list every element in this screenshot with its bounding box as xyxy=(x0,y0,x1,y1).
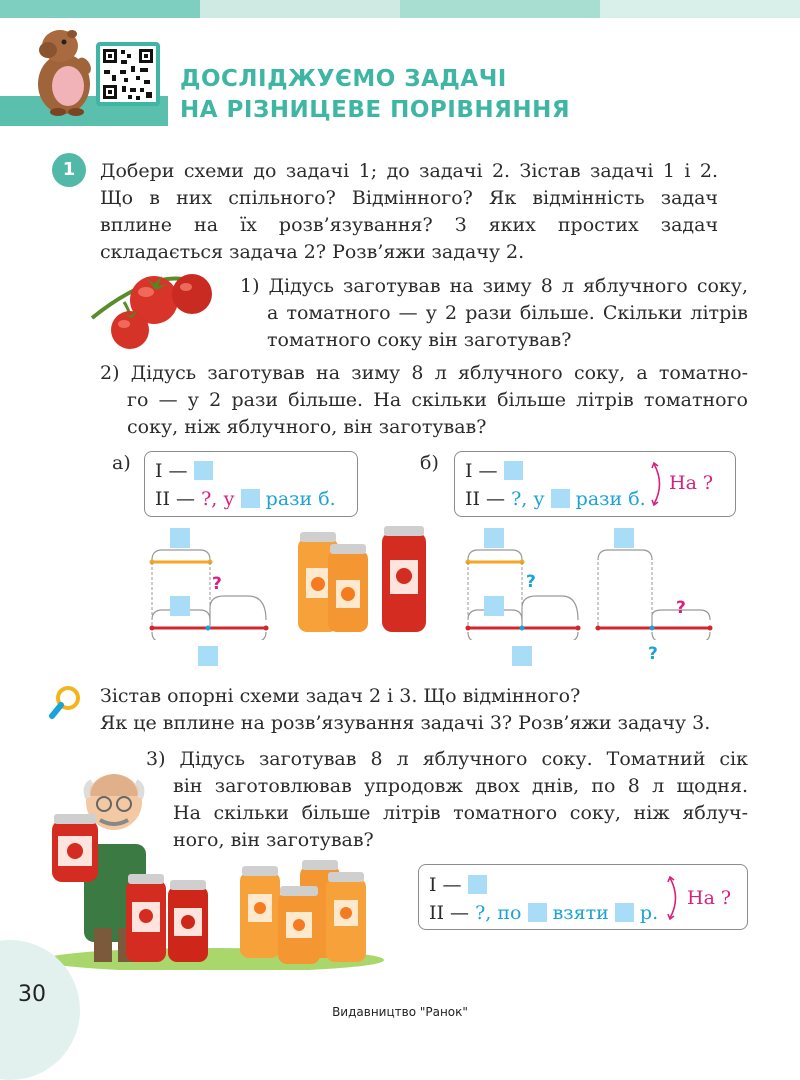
problem1-line-2: а томатного — у 2 рази більше. Скільки літрів xyxy=(267,302,748,324)
problem2-line-1: 2) Дідусь заготував на зиму 8 л яблучного соку, а томатно- xyxy=(100,362,748,384)
problem1-text xyxy=(240,273,748,354)
tomatoes-image xyxy=(84,262,218,350)
capybara-mascot xyxy=(28,24,100,116)
problem2-line-2: го — у 2 рази більше. На скільки більше літрів томатного xyxy=(127,389,748,411)
heading-line-1: ДОСЛІДЖУЄМО ЗАДАЧІ xyxy=(180,66,507,92)
scheme-b-row2-q: ?, у xyxy=(511,488,545,510)
diagram-2-box-bottom[interactable] xyxy=(512,646,532,666)
scheme-3-box xyxy=(418,864,748,930)
scheme-3-brace-text: На ? xyxy=(687,887,732,909)
scheme-3-row2-suffix: р. xyxy=(639,902,659,924)
problem3-line-2: він заготовлював упродовж двох днів, по 8 л щодня. xyxy=(173,775,748,797)
segment-diagram-3 xyxy=(592,540,716,640)
scheme-a-row2-prefix: II — xyxy=(155,488,196,510)
task1-line-4: складається задача 2? Розв’яжи задачу 2. xyxy=(100,241,525,263)
scheme-b-label: б) xyxy=(420,452,439,474)
answer-box[interactable] xyxy=(615,903,634,922)
diagram-1-box-top[interactable] xyxy=(170,528,190,548)
answer-box[interactable] xyxy=(468,875,487,894)
task1-line-3: вплине на їх розв’язування? З яких простих задач xyxy=(100,214,718,236)
segment-diagram-2 xyxy=(460,540,590,640)
answer-box[interactable] xyxy=(241,489,260,508)
publisher-footer: Видавництво "Ранок" xyxy=(332,1005,468,1019)
diagram-2-box-top[interactable] xyxy=(484,528,504,548)
answer-box[interactable] xyxy=(194,461,213,480)
task1-text xyxy=(100,158,718,266)
diagram-1-question: ? xyxy=(212,574,222,594)
problem1-line-1: 1) Дідусь заготував на зиму 8 л яблучного соку, xyxy=(240,275,748,297)
diagram-2-question: ? xyxy=(526,572,536,592)
diagram-2-box-mid[interactable] xyxy=(484,596,504,616)
scheme-3-row2-mid: взяти xyxy=(552,902,609,924)
scheme-a-label: а) xyxy=(112,452,131,474)
compare-line-2: Як це вплине на розв’язування задачі 3? Розв’яжи задачу 3. xyxy=(100,712,711,734)
magnifier-icon xyxy=(48,684,84,720)
scheme-a-box xyxy=(144,451,358,517)
compare-text xyxy=(100,683,760,737)
problem3-line-1: 3) Дідусь заготував 8 л яблучного соку. Томатний сік xyxy=(146,748,748,770)
brace-arrow-icon xyxy=(667,874,683,922)
top-stripe-4 xyxy=(600,0,800,18)
answer-box[interactable] xyxy=(551,489,570,508)
scheme-b-brace-text: На ? xyxy=(669,472,714,494)
top-stripe-1 xyxy=(0,0,200,18)
problem2-text xyxy=(100,360,748,441)
brace-arrow-icon xyxy=(651,460,667,508)
scheme-b-row2-prefix: II — xyxy=(465,488,506,510)
heading-line-2: НА РІЗНИЦЕВЕ ПОРІВНЯННЯ xyxy=(180,97,571,123)
scheme-b-row1: I — xyxy=(465,460,498,482)
juice-jars-image xyxy=(294,524,434,636)
scheme-3-row2-q: ?, по xyxy=(475,902,522,924)
answer-box[interactable] xyxy=(504,461,523,480)
problem3-line-3: На скільки більше літрів томатного соку, ніж яблуч- xyxy=(173,802,748,824)
problem1-line-3: томатного соку він заготував? xyxy=(267,329,572,351)
page-number: 30 xyxy=(18,982,46,1007)
top-stripe-3 xyxy=(400,0,600,18)
scheme-b-box xyxy=(454,451,736,517)
scheme-b-row2-suffix: рази б. xyxy=(575,488,646,510)
diagram-1-box-mid[interactable] xyxy=(170,596,190,616)
lesson-heading xyxy=(180,64,570,126)
diagram-1-box-bottom[interactable] xyxy=(198,646,218,666)
scheme-a-row2-suffix: рази б. xyxy=(265,488,336,510)
task-number-badge: 1 xyxy=(52,153,86,187)
answer-box[interactable] xyxy=(528,903,547,922)
top-stripe-2 xyxy=(200,0,400,18)
scheme-a-row2-q: ?, у xyxy=(201,488,235,510)
segment-diagram-1 xyxy=(144,540,274,640)
qr-code[interactable] xyxy=(96,42,160,106)
compare-line-1: Зістав опорні схеми задач 2 і 3. Що відмінного? xyxy=(100,685,581,707)
problem2-line-3: соку, ніж яблучного, він заготував? xyxy=(127,416,487,438)
scheme-a-row1: I — xyxy=(155,460,188,482)
task1-line-2: Що в них спільного? Відмінного? Як відмінність задач xyxy=(100,187,718,209)
scheme-3-row1: I — xyxy=(429,874,462,896)
diagram-3-box-top[interactable] xyxy=(614,528,634,548)
scheme-3-row2-prefix: II — xyxy=(429,902,470,924)
diagram-3-question-top: ? xyxy=(676,598,686,618)
problem3-text xyxy=(146,746,748,854)
diagram-3-question-bottom: ? xyxy=(648,644,658,664)
task1-line-1: Добери схеми до задачі 1; до задачі 2. Зістав задачі 1 і 2. xyxy=(100,160,718,182)
problem3-line-4: ного, він заготував? xyxy=(173,829,374,851)
